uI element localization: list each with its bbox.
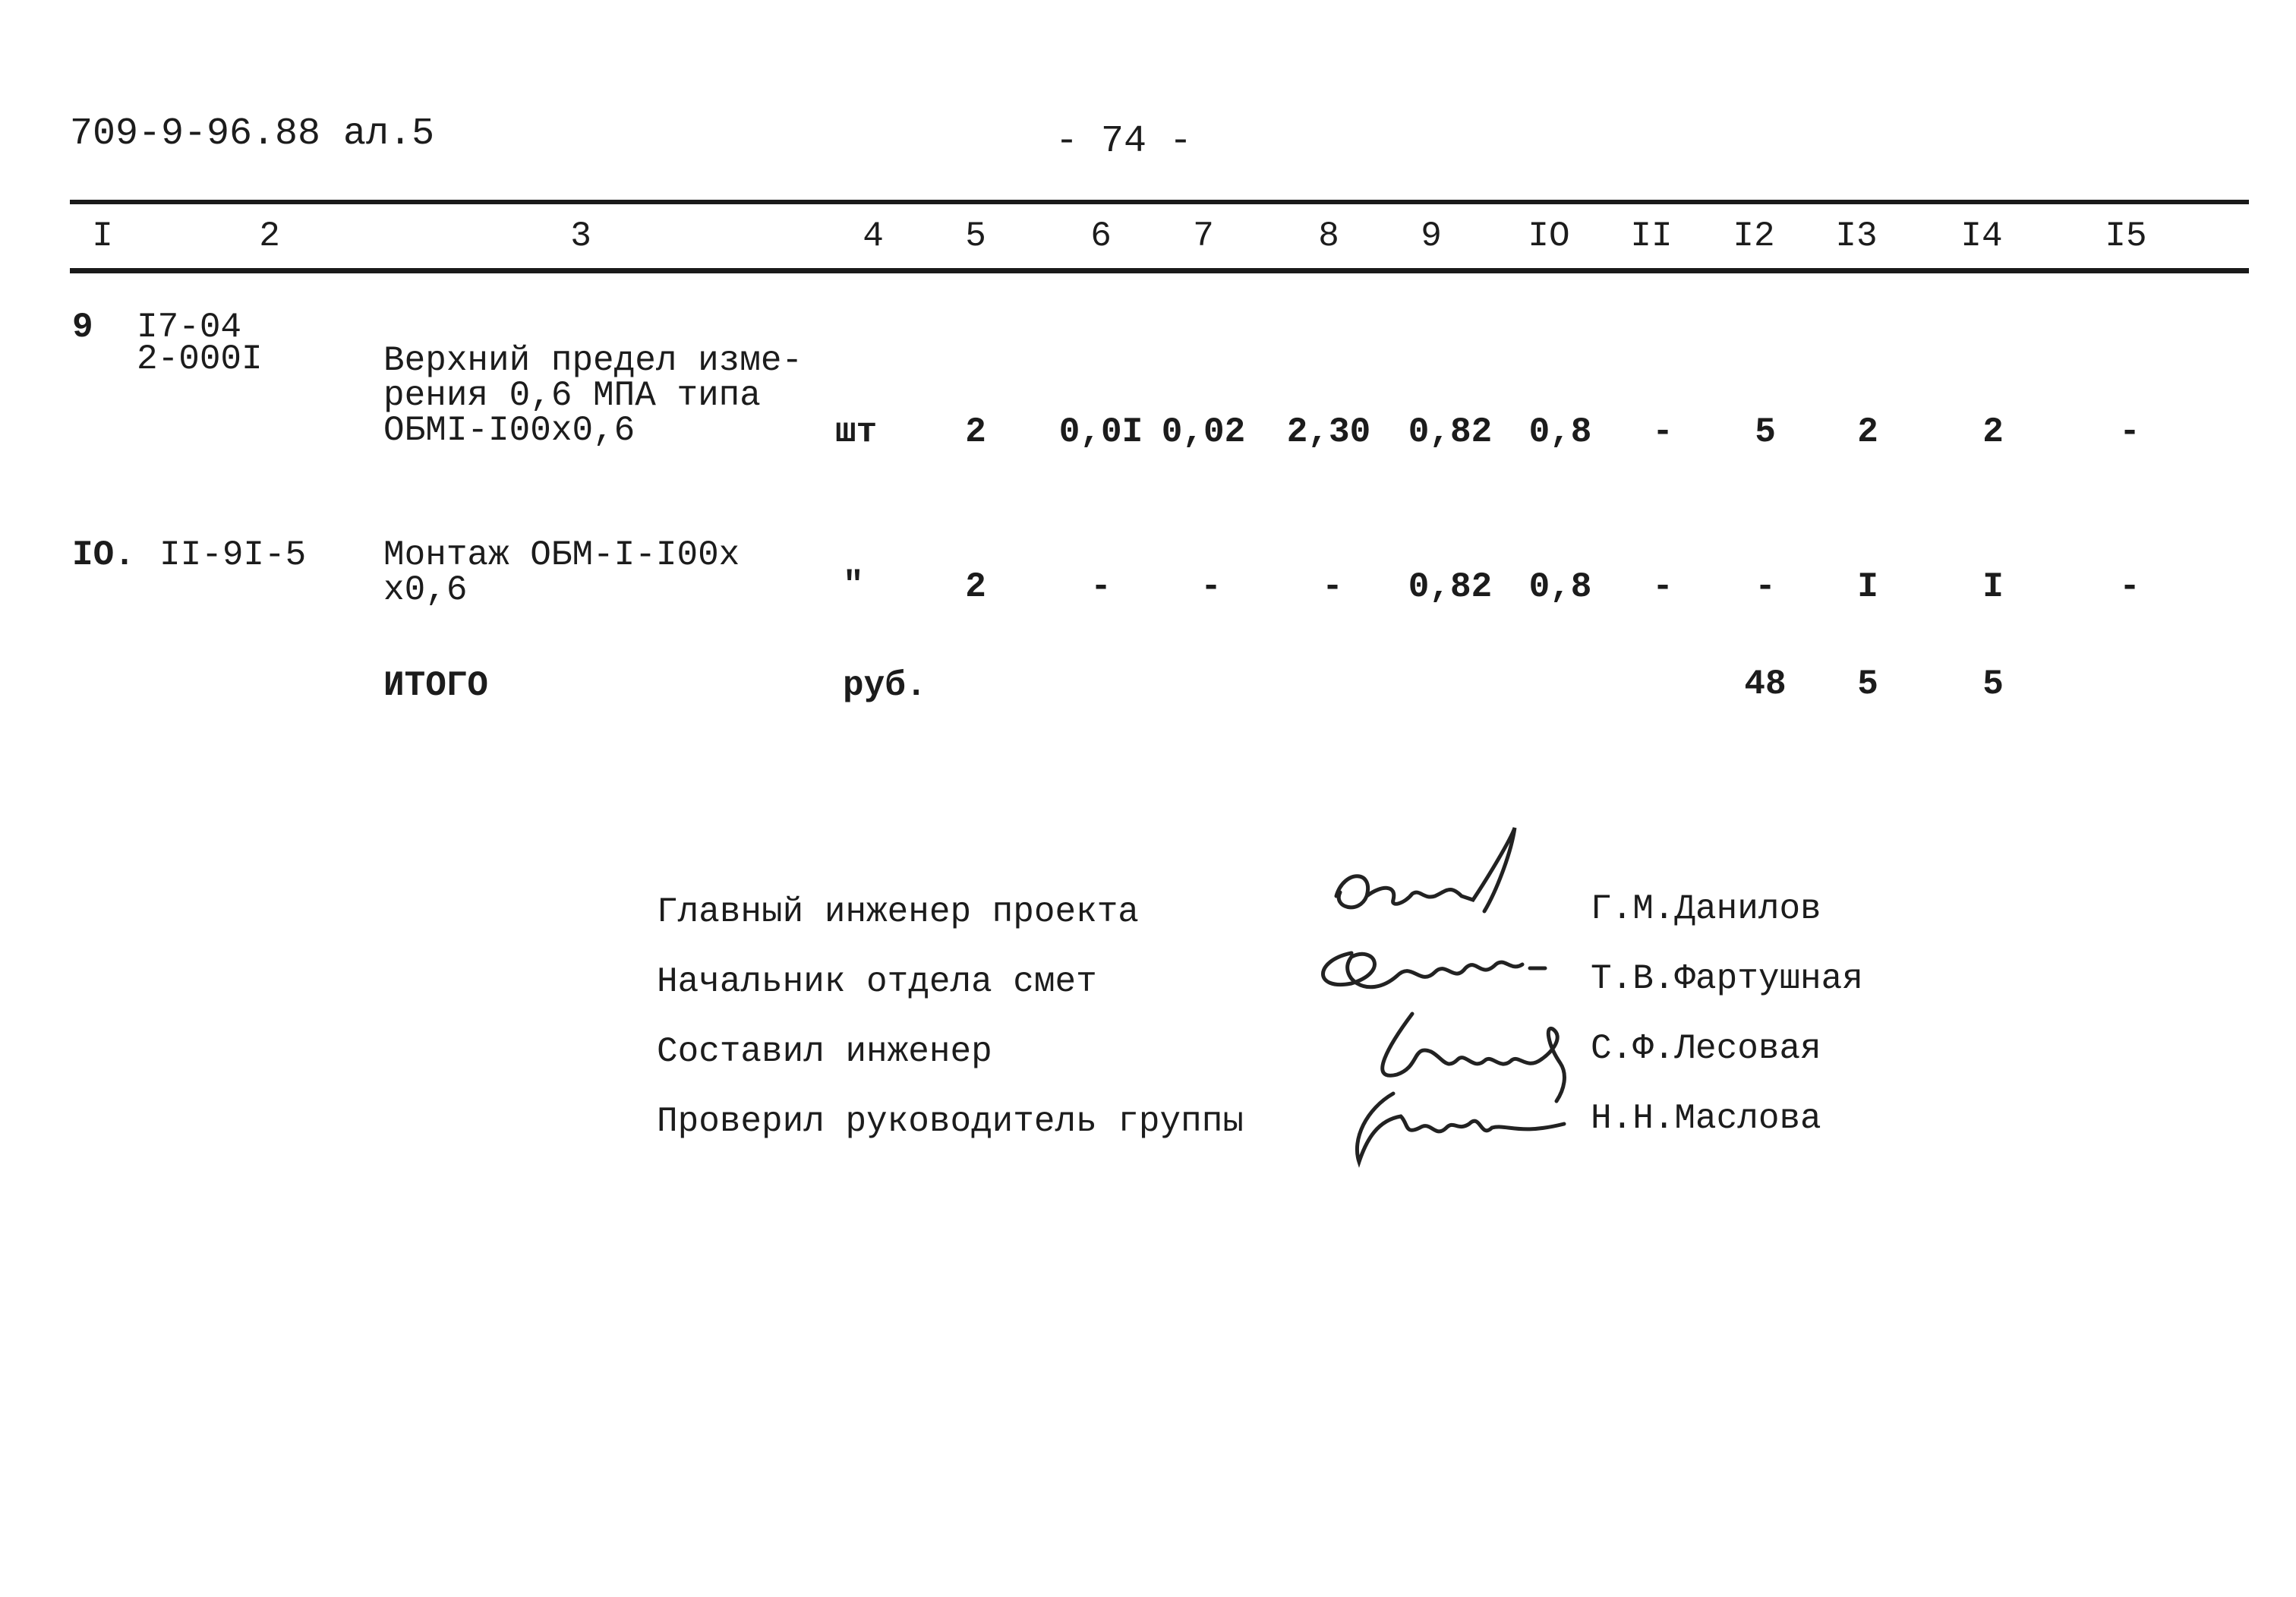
cell-col9: 0,82 bbox=[1408, 412, 1493, 452]
row-description-line: ОБМI-I00х0,6 bbox=[383, 411, 636, 450]
cell-col10: 0,8 bbox=[1528, 567, 1592, 607]
signature-name: Н.Н.Маслова bbox=[1591, 1099, 1821, 1138]
signature-role: Проверил руководитель группы bbox=[657, 1102, 1244, 1141]
cell-col12: - bbox=[1755, 567, 1776, 607]
col-header-12: I2 bbox=[1733, 216, 1775, 256]
signature-name: С.Ф.Лесовая bbox=[1591, 1029, 1821, 1068]
row-description-line: х0,6 bbox=[383, 570, 468, 610]
signature-name: Г.М.Данилов bbox=[1591, 889, 1821, 929]
cell-col6: 0,0I bbox=[1058, 412, 1143, 452]
total-col12: 48 bbox=[1744, 664, 1787, 704]
cell-col14: 2 bbox=[1982, 412, 2004, 452]
total-unit: руб. bbox=[843, 666, 927, 705]
page-number: - 74 - bbox=[1055, 120, 1193, 163]
cell-col7: - bbox=[1200, 567, 1222, 607]
row-number: IO. bbox=[72, 535, 135, 575]
total-col14: 5 bbox=[1982, 664, 2004, 704]
cell-col8: 2,30 bbox=[1286, 412, 1371, 452]
row-code bbox=[137, 308, 263, 379]
signature-role: Главный инженер проекта bbox=[657, 892, 1139, 932]
handwritten-signature bbox=[1336, 1078, 1579, 1169]
cell-col14: I bbox=[1982, 567, 2004, 607]
row-description bbox=[383, 343, 803, 448]
row-description-line: Монтаж ОБМ-I-I00х bbox=[383, 535, 740, 575]
document-code: 709-9-96.88 ал.5 bbox=[70, 112, 435, 156]
col-header-13: I3 bbox=[1835, 216, 1878, 256]
cell-col5: 2 bbox=[965, 567, 986, 607]
header-bottom-rule bbox=[70, 268, 2249, 273]
col-header-2: 2 bbox=[259, 216, 280, 256]
total-col13: 5 bbox=[1857, 664, 1878, 704]
col-header-6: 6 bbox=[1090, 216, 1112, 256]
row-code-line: I7-04 bbox=[137, 308, 242, 347]
cell-col12: 5 bbox=[1755, 412, 1776, 452]
row-code-line: 2-000I bbox=[137, 339, 263, 379]
col-header-10: IO bbox=[1528, 216, 1570, 256]
row-description bbox=[383, 535, 740, 610]
col-header-7: 7 bbox=[1193, 216, 1214, 256]
cell-col11: - bbox=[1652, 567, 1673, 607]
header-top-rule bbox=[70, 200, 2249, 204]
col-header-3: 3 bbox=[570, 216, 591, 256]
row-description-line: рения 0,6 МПА типа bbox=[383, 376, 761, 415]
signature-name: Т.В.Фартушная bbox=[1591, 959, 1863, 999]
col-header-1: I bbox=[92, 216, 113, 256]
cell-col15: - bbox=[2119, 567, 2140, 607]
row-description-line: Верхний предел изме- bbox=[383, 341, 803, 380]
col-header-8: 8 bbox=[1318, 216, 1339, 256]
cell-col6: - bbox=[1090, 567, 1112, 607]
cell-col13: 2 bbox=[1857, 412, 1878, 452]
cell-col10: 0,8 bbox=[1528, 412, 1592, 452]
row-number: 9 bbox=[72, 308, 93, 347]
signature-role: Составил инженер bbox=[657, 1032, 992, 1072]
col-header-9: 9 bbox=[1421, 216, 1442, 256]
row-code: II-9I-5 bbox=[159, 535, 307, 575]
cell-col5: 2 bbox=[965, 412, 986, 452]
row-unit: " bbox=[843, 566, 864, 605]
cell-col7: 0,02 bbox=[1161, 412, 1246, 452]
row-unit: шт bbox=[835, 412, 878, 452]
col-header-11: II bbox=[1630, 216, 1673, 256]
col-header-15: I5 bbox=[2105, 216, 2147, 256]
cell-col8: - bbox=[1322, 567, 1343, 607]
col-header-4: 4 bbox=[863, 216, 884, 256]
cell-col9: 0,82 bbox=[1408, 567, 1493, 607]
handwritten-signature bbox=[1321, 824, 1549, 930]
col-header-5: 5 bbox=[965, 216, 986, 256]
cell-col11: - bbox=[1652, 412, 1673, 452]
total-label: ИТОГО bbox=[383, 666, 489, 705]
signature-role: Начальник отдела смет bbox=[657, 962, 1097, 1002]
cell-col13: I bbox=[1857, 567, 1878, 607]
cell-col15: - bbox=[2119, 412, 2140, 452]
col-header-14: I4 bbox=[1960, 216, 2003, 256]
